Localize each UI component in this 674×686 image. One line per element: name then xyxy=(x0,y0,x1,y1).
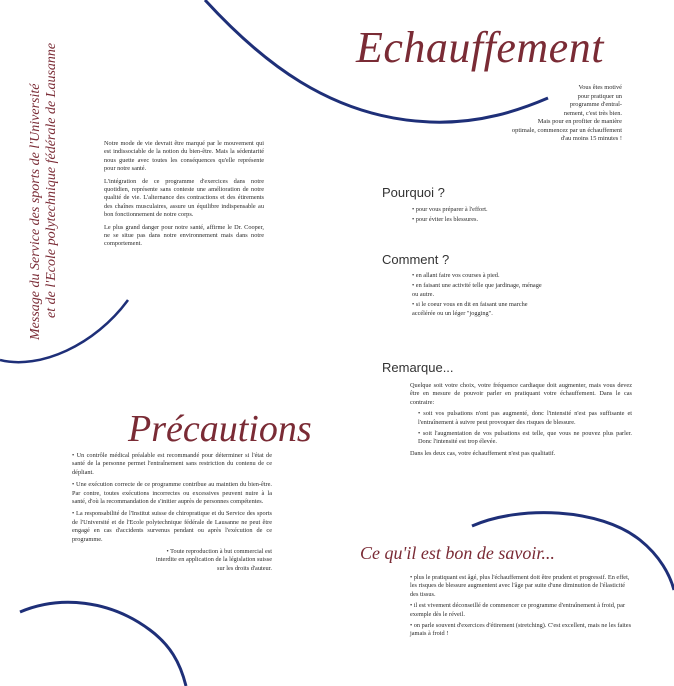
heading-comment: Comment ? xyxy=(382,252,450,267)
left-paragraph: L'intégration de ce programme d'exercices dans notre quotidien, représente sans conteste une amélioration de notre qualité de vie. L'alternance des contractions et des étirements des chaînes musculaires, assure un équilibre indispensable au bon fonctionnement de notre corps. xyxy=(104,177,264,219)
vertical-line-2: et de l'Ecole polytechnique fédérale de Lausanne xyxy=(44,42,59,318)
savoir-text xyxy=(410,574,632,642)
precaution-item: • Un contrôle médical préalable est recommandé pour déterminer si l'état de santé de la personne permet l'entraînement sans restriction du contenu de ce dépliant. xyxy=(72,452,272,476)
list-item: • pour éviter les blessures. xyxy=(412,216,479,224)
vertical-header xyxy=(22,0,78,340)
title-precautions: Précautions xyxy=(128,408,312,450)
intro-text xyxy=(432,84,622,144)
intro-line: optimale, commencez par un échauffement xyxy=(511,126,622,134)
list-item: • si le coeur vous en dit en faisant une marche accélérée ou un léger "jogging". xyxy=(412,301,528,317)
list-item: • on parle souvent d'exercices d'étirement (stretching). C'est excellent, mais ne les faites jamais à froid ! xyxy=(410,622,632,638)
precaution-item: • Toute reproduction à but commercial est interdite en application de la législation suisse sur les droits d'auteur. xyxy=(155,548,272,572)
intro-line: Mais pour en profiter de manière xyxy=(537,118,622,125)
intro-line: Vous êtes motivé xyxy=(578,84,622,91)
list-item: • en faisant une activité telle que jardinage, ménage ou autre. xyxy=(412,282,542,298)
list-item: • soit l'augmentation de vos pulsations est telle, que vous ne pouvez plus parler. Donc l'intensité est trop élevée. xyxy=(418,430,632,446)
title-echauffement: Echauffement xyxy=(356,23,604,72)
remarque-intro: Quelque soit votre choix, votre fréquence cardiaque doit augmenter, mais vous devez être en mesure de pouvoir parler en pratiquant votre échauffement. Dans le cas contraire: xyxy=(410,382,632,406)
bottom-left-curve xyxy=(20,602,186,686)
list-item: • soit vos pulsations n'ont pas augmenté, donc l'intensité n'est pas suffisante et l'entraînement à suivre peut provoquer des risques de blessure. xyxy=(418,410,632,426)
left-paragraph: Notre mode de vie devrait être marqué par le mouvement qui est indissociable de la notion du bien-être. Mais la sédentarité nous guette avec toutes les conséquences qu'elle représente pour notre santé. xyxy=(104,140,264,173)
precaution-item: • Une exécution correcte de ce programme contribue au maintien du bien-être. Par contre, toutes exécutions incorrectes ou excessives peuvent nuire à la santé, d'où la recommandation de s'initier auprès de personnes compétentes. xyxy=(72,481,272,506)
heading-remarque: Remarque... xyxy=(382,360,454,375)
title-savoir: Ce qu'il est bon de savoir... xyxy=(360,543,555,563)
precaution-item: • La responsabilité de l'Institut suisse de chiropratique et du Service des sports de l'Université et de l'Ecole polytechnique fédérale de Lausanne ne peut être engagé en cas d'accidents survenus pendant ou après l'exécution de ce programme. xyxy=(72,510,272,543)
heading-pourquoi: Pourquoi ? xyxy=(382,185,445,200)
pourquoi-list xyxy=(412,206,612,227)
remarque-text xyxy=(410,382,632,461)
vertical-line-1: Message du Service des sports de l'Université xyxy=(28,83,43,340)
left-paragraph: Le plus grand danger pour notre santé, affirme le Dr. Cooper, ne se situe pas dans notre environnement mais dans notre comportement. xyxy=(104,223,264,248)
list-item: • en allant faire vos courses à pied. xyxy=(412,272,500,279)
intro-line: programme d'entraî- xyxy=(569,101,622,108)
comment-list xyxy=(412,272,547,320)
intro-line: pour pratiquer un xyxy=(577,92,622,100)
precautions-text xyxy=(72,452,272,577)
remarque-outro: Dans les deux cas, votre échauffement n'est pas qualitatif. xyxy=(410,449,556,457)
list-item: • pour vous préparer à l'effort. xyxy=(412,206,488,213)
left-column-text xyxy=(104,140,264,253)
intro-line: nement, c'est très bien. xyxy=(563,109,622,117)
list-item: • il est vivement déconseillé de commencer ce programme d'entraînement à froid, par exemple dès le réveil. xyxy=(410,602,626,618)
intro-line: d'au moins 15 minutes ! xyxy=(560,135,622,142)
list-item: • plus le pratiquant est âgé, plus l'échauffement doit être prudent et progressif. En effet, les risques de blessure augmentent avec l'âge par suite d'une diminution de l'élasticité des tissus. xyxy=(410,574,630,598)
